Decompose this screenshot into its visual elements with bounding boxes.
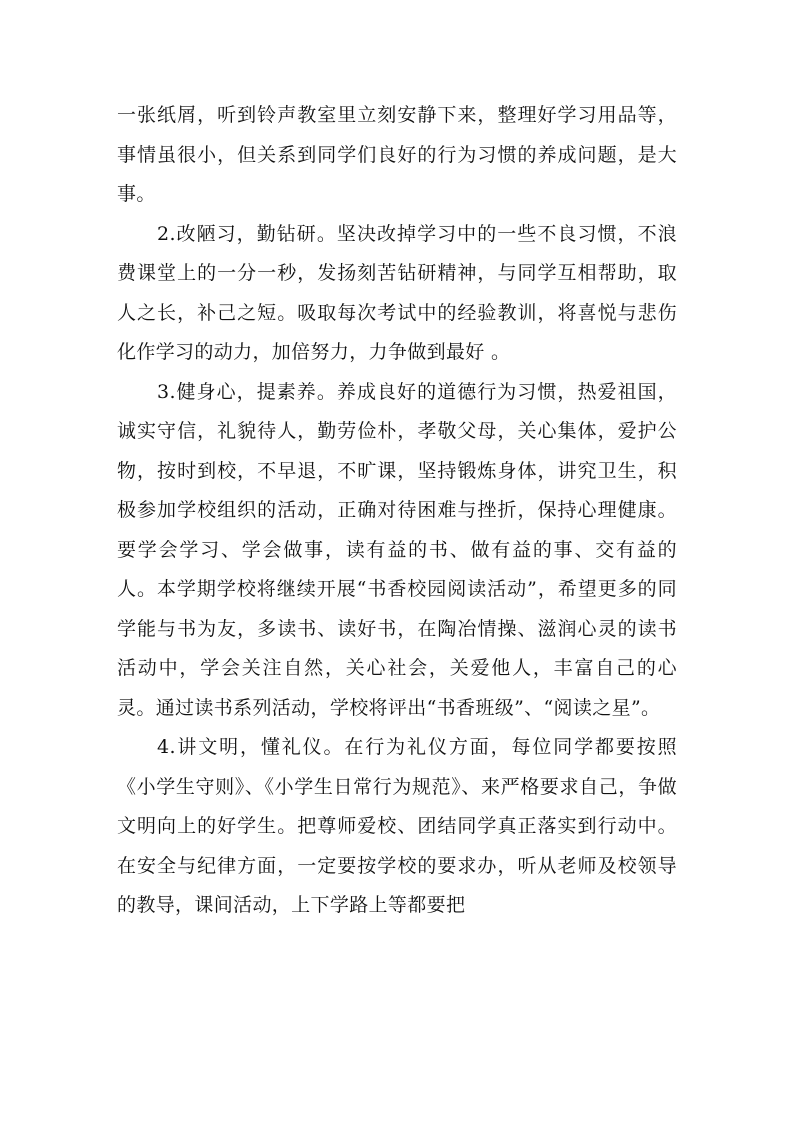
paragraph-continuation: 一张纸屑，听到铃声教室里立刻安静下来，整理好学习用品等，事情虽很小，但关系到同学们良好的行为习惯的养成问题，是大事。 <box>117 104 677 205</box>
paragraph-item-4: 4.讲文明，懂礼仪。在行为礼仪方面，每位同学都要按照《小学生守则》、《小学生日常行为规范》、来严格要求自己，争做文明向上的好学生。把尊师爱校、团结同学真正落实到行动中。在安全与纪律方面，一定要按学校的要求办，听从老师及校领导的教导，课间活动，上下学路上等都要把 <box>117 736 677 916</box>
document-body <box>117 96 677 926</box>
paragraph-item-3: 3.健身心，提素养。养成良好的道德行为习惯，热爱祖国，诚实守信，礼貌待人，勤劳俭朴，孝敬父母，关心集体，爱护公物，按时到校，不早退，不旷课，坚持锻炼身体，讲究卫生，积极参加学校组织的活动，正确对待困难与挫折，保持心理健康。要学会学习、学会做事，读有益的书、做有益的事、交有益的人。本学期学校将继续开展“书香校园阅读活动”，希望更多的同学能与书为友，多读书、读好书，在陶冶情操、滋润心灵的读书活动中，学会关注自然，关心社会，关爱他人，丰富自己的心灵。通过读书系列活动，学校将评出“书香班级”、“阅读之星”。 <box>117 380 677 719</box>
paragraph-item-2: 2.改陋习，勤钻研。坚决改掉学习中的一些不良习惯，不浪费课堂上的一分一秒，发扬刻苦钻研精神，与同学互相帮助，取人之长，补己之短。吸取每次考试中的经验教训，将喜悦与悲伤化作学习的动力，加倍努力，力争做到最好 。 <box>117 222 677 363</box>
